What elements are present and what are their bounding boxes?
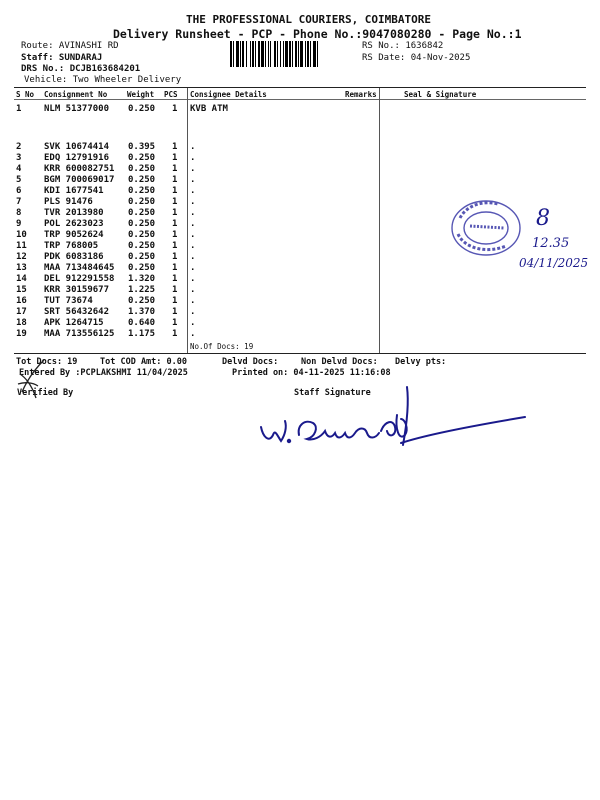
- row-consignment: DEL 912291558: [44, 274, 115, 284]
- row-weight: 0.250: [128, 230, 156, 240]
- col-seal-signature: Seal & Signature: [404, 90, 477, 99]
- row-consignment: SRT 56432642: [44, 307, 110, 317]
- row-pcs: 1: [172, 263, 178, 273]
- row-pcs: 1: [172, 230, 178, 240]
- row-weight: 0.250: [128, 153, 156, 163]
- row-details: .: [190, 318, 196, 328]
- rs-number: RS No.: 1636842: [362, 41, 444, 51]
- row-weight: 0.250: [128, 219, 156, 229]
- row-details: .: [190, 329, 196, 339]
- row-pcs: 1: [172, 296, 178, 306]
- row-pcs: 1: [172, 186, 178, 196]
- col-weight: Weight: [127, 90, 155, 99]
- table-header-rule: [14, 99, 586, 100]
- total-cod-amount: Tot COD Amt: 0.00: [100, 357, 187, 367]
- row-details: .: [190, 208, 196, 218]
- row-consignment: KDI 1677541: [44, 186, 104, 196]
- entered-by: Entered By :PCPLAKSHMI 11/04/2025: [19, 368, 188, 378]
- row-sno: 6: [16, 186, 22, 196]
- row-details: .: [190, 142, 196, 152]
- row-sno: 5: [16, 175, 22, 185]
- row-sno: 18: [16, 318, 27, 328]
- row-consignment: POL 2623023: [44, 219, 104, 229]
- row-consignment: BGM 700069017: [44, 175, 115, 185]
- row-sno: 15: [16, 285, 27, 295]
- row-weight: 0.250: [128, 208, 156, 218]
- row-pcs: 1: [172, 197, 178, 207]
- row-weight: 1.225: [128, 285, 156, 295]
- row-pcs: 1: [172, 241, 178, 251]
- row-consignment: KRR 600082751: [44, 164, 115, 174]
- row-consignment: SVK 10674414: [44, 142, 110, 152]
- col-remarks: Remarks: [345, 90, 377, 99]
- remarks-column-divider: [379, 88, 380, 354]
- row-details: .: [190, 274, 196, 284]
- table-top-rule: [14, 87, 586, 88]
- row-pcs: 1: [172, 153, 178, 163]
- drs-number: DRS No.: DCJB163684201: [21, 64, 141, 74]
- barcode-image: [230, 41, 355, 67]
- row-consignment: TVR 2013980: [44, 208, 104, 218]
- row-details: .: [190, 186, 196, 196]
- document-title: Delivery Runsheet - PCP - Phone No.:9047080280 - Page No.:1: [113, 27, 522, 41]
- details-column-divider: [187, 88, 188, 354]
- no-of-docs: No.Of Docs: 19: [190, 342, 254, 351]
- row-pcs: 1: [172, 164, 178, 174]
- row-weight: 0.250: [128, 164, 156, 174]
- row-weight: 1.370: [128, 307, 156, 317]
- row-sno: 3: [16, 153, 22, 163]
- row-details: KVB ATM: [190, 104, 228, 114]
- col-pcs: PCS: [164, 90, 178, 99]
- delivered-docs: Delvd Docs:: [222, 357, 279, 367]
- verifier-initials-signature: [14, 356, 54, 404]
- row-sno: 17: [16, 307, 27, 317]
- row-pcs: 1: [172, 142, 178, 152]
- row-weight: 0.250: [128, 175, 156, 185]
- staff-handwritten-signature: [255, 385, 530, 455]
- row-weight: 0.250: [128, 296, 156, 306]
- row-details: .: [190, 197, 196, 207]
- vehicle-label: Vehicle: Two Wheeler Delivery: [24, 75, 182, 85]
- row-pcs: 1: [172, 318, 178, 328]
- table-bottom-rule: [14, 353, 586, 354]
- row-weight: 0.640: [128, 318, 156, 328]
- handwritten-date: 04/11/2025: [519, 256, 589, 270]
- staff-label: Staff: SUNDARAJ: [21, 53, 103, 63]
- route-label: Route: AVINASHI RD: [21, 41, 119, 51]
- row-weight: 1.175: [128, 329, 156, 339]
- row-pcs: 1: [172, 175, 178, 185]
- row-consignment: TUT 73674: [44, 296, 93, 306]
- col-sno: S No: [16, 90, 35, 99]
- row-details: .: [190, 241, 196, 251]
- printed-on: Printed on: 04-11-2025 11:16:08: [232, 368, 391, 378]
- row-sno: 11: [16, 241, 27, 251]
- row-pcs: 1: [172, 329, 178, 339]
- staff-signature-label: Staff Signature: [294, 388, 371, 398]
- row-consignment: TRP 768005: [44, 241, 99, 251]
- row-consignment: NLM 51377000: [44, 104, 110, 114]
- row-sno: 13: [16, 263, 27, 273]
- company-seal-stamp: [446, 190, 532, 262]
- row-sno: 9: [16, 219, 22, 229]
- row-sno: 19: [16, 329, 27, 339]
- row-sno: 12: [16, 252, 27, 262]
- row-details: .: [190, 307, 196, 317]
- row-pcs: 1: [172, 219, 178, 229]
- row-details: .: [190, 285, 196, 295]
- row-consignment: KRR 30159677: [44, 285, 110, 295]
- row-weight: 0.250: [128, 241, 156, 251]
- handwritten-count: 8: [536, 206, 550, 231]
- col-consignee-details: Consignee Details: [190, 90, 267, 99]
- col-consignment: Consignment No: [44, 90, 108, 99]
- row-details: .: [190, 263, 196, 273]
- row-consignment: EDQ 12791916: [44, 153, 110, 163]
- row-details: .: [190, 175, 196, 185]
- row-details: .: [190, 219, 196, 229]
- row-weight: 1.320: [128, 274, 156, 284]
- row-consignment: APK 1264715: [44, 318, 104, 328]
- row-details: .: [190, 153, 196, 163]
- row-sno: 2: [16, 142, 22, 152]
- row-pcs: 1: [172, 285, 178, 295]
- row-consignment: PDK 6083186: [44, 252, 104, 262]
- row-consignment: PLS 91476: [44, 197, 93, 207]
- verified-by: Verified By: [17, 388, 74, 398]
- rs-date: RS Date: 04-Nov-2025: [362, 53, 471, 63]
- row-details: .: [190, 164, 196, 174]
- row-sno: 7: [16, 197, 22, 207]
- row-weight: 0.250: [128, 263, 156, 273]
- non-delivered-docs: Non Delvd Docs:: [301, 357, 378, 367]
- row-consignment: TRP 9052624: [44, 230, 104, 240]
- row-sno: 14: [16, 274, 27, 284]
- row-consignment: MAA 713556125: [44, 329, 115, 339]
- total-docs: Tot Docs: 19: [16, 357, 78, 367]
- row-details: .: [190, 230, 196, 240]
- row-details: .: [190, 252, 196, 262]
- company-name: THE PROFESSIONAL COURIERS, COIMBATORE: [186, 13, 432, 26]
- row-weight: 0.250: [128, 104, 156, 114]
- row-sno: 16: [16, 296, 27, 306]
- row-sno: 10: [16, 230, 27, 240]
- row-pcs: 1: [172, 104, 178, 114]
- row-details: .: [190, 296, 196, 306]
- row-weight: 0.250: [128, 252, 156, 262]
- row-weight: 0.395: [128, 142, 156, 152]
- row-consignment: MAA 713484645: [44, 263, 115, 273]
- row-pcs: 1: [172, 208, 178, 218]
- row-weight: 0.250: [128, 197, 156, 207]
- delivery-points: Delvy pts:: [395, 357, 447, 367]
- row-sno: 4: [16, 164, 22, 174]
- row-sno: 8: [16, 208, 22, 218]
- row-pcs: 1: [172, 307, 178, 317]
- handwritten-time: 12.35: [532, 236, 570, 251]
- row-pcs: 1: [172, 252, 178, 262]
- row-pcs: 1: [172, 274, 178, 284]
- row-weight: 0.250: [128, 186, 156, 196]
- row-sno: 1: [16, 104, 22, 114]
